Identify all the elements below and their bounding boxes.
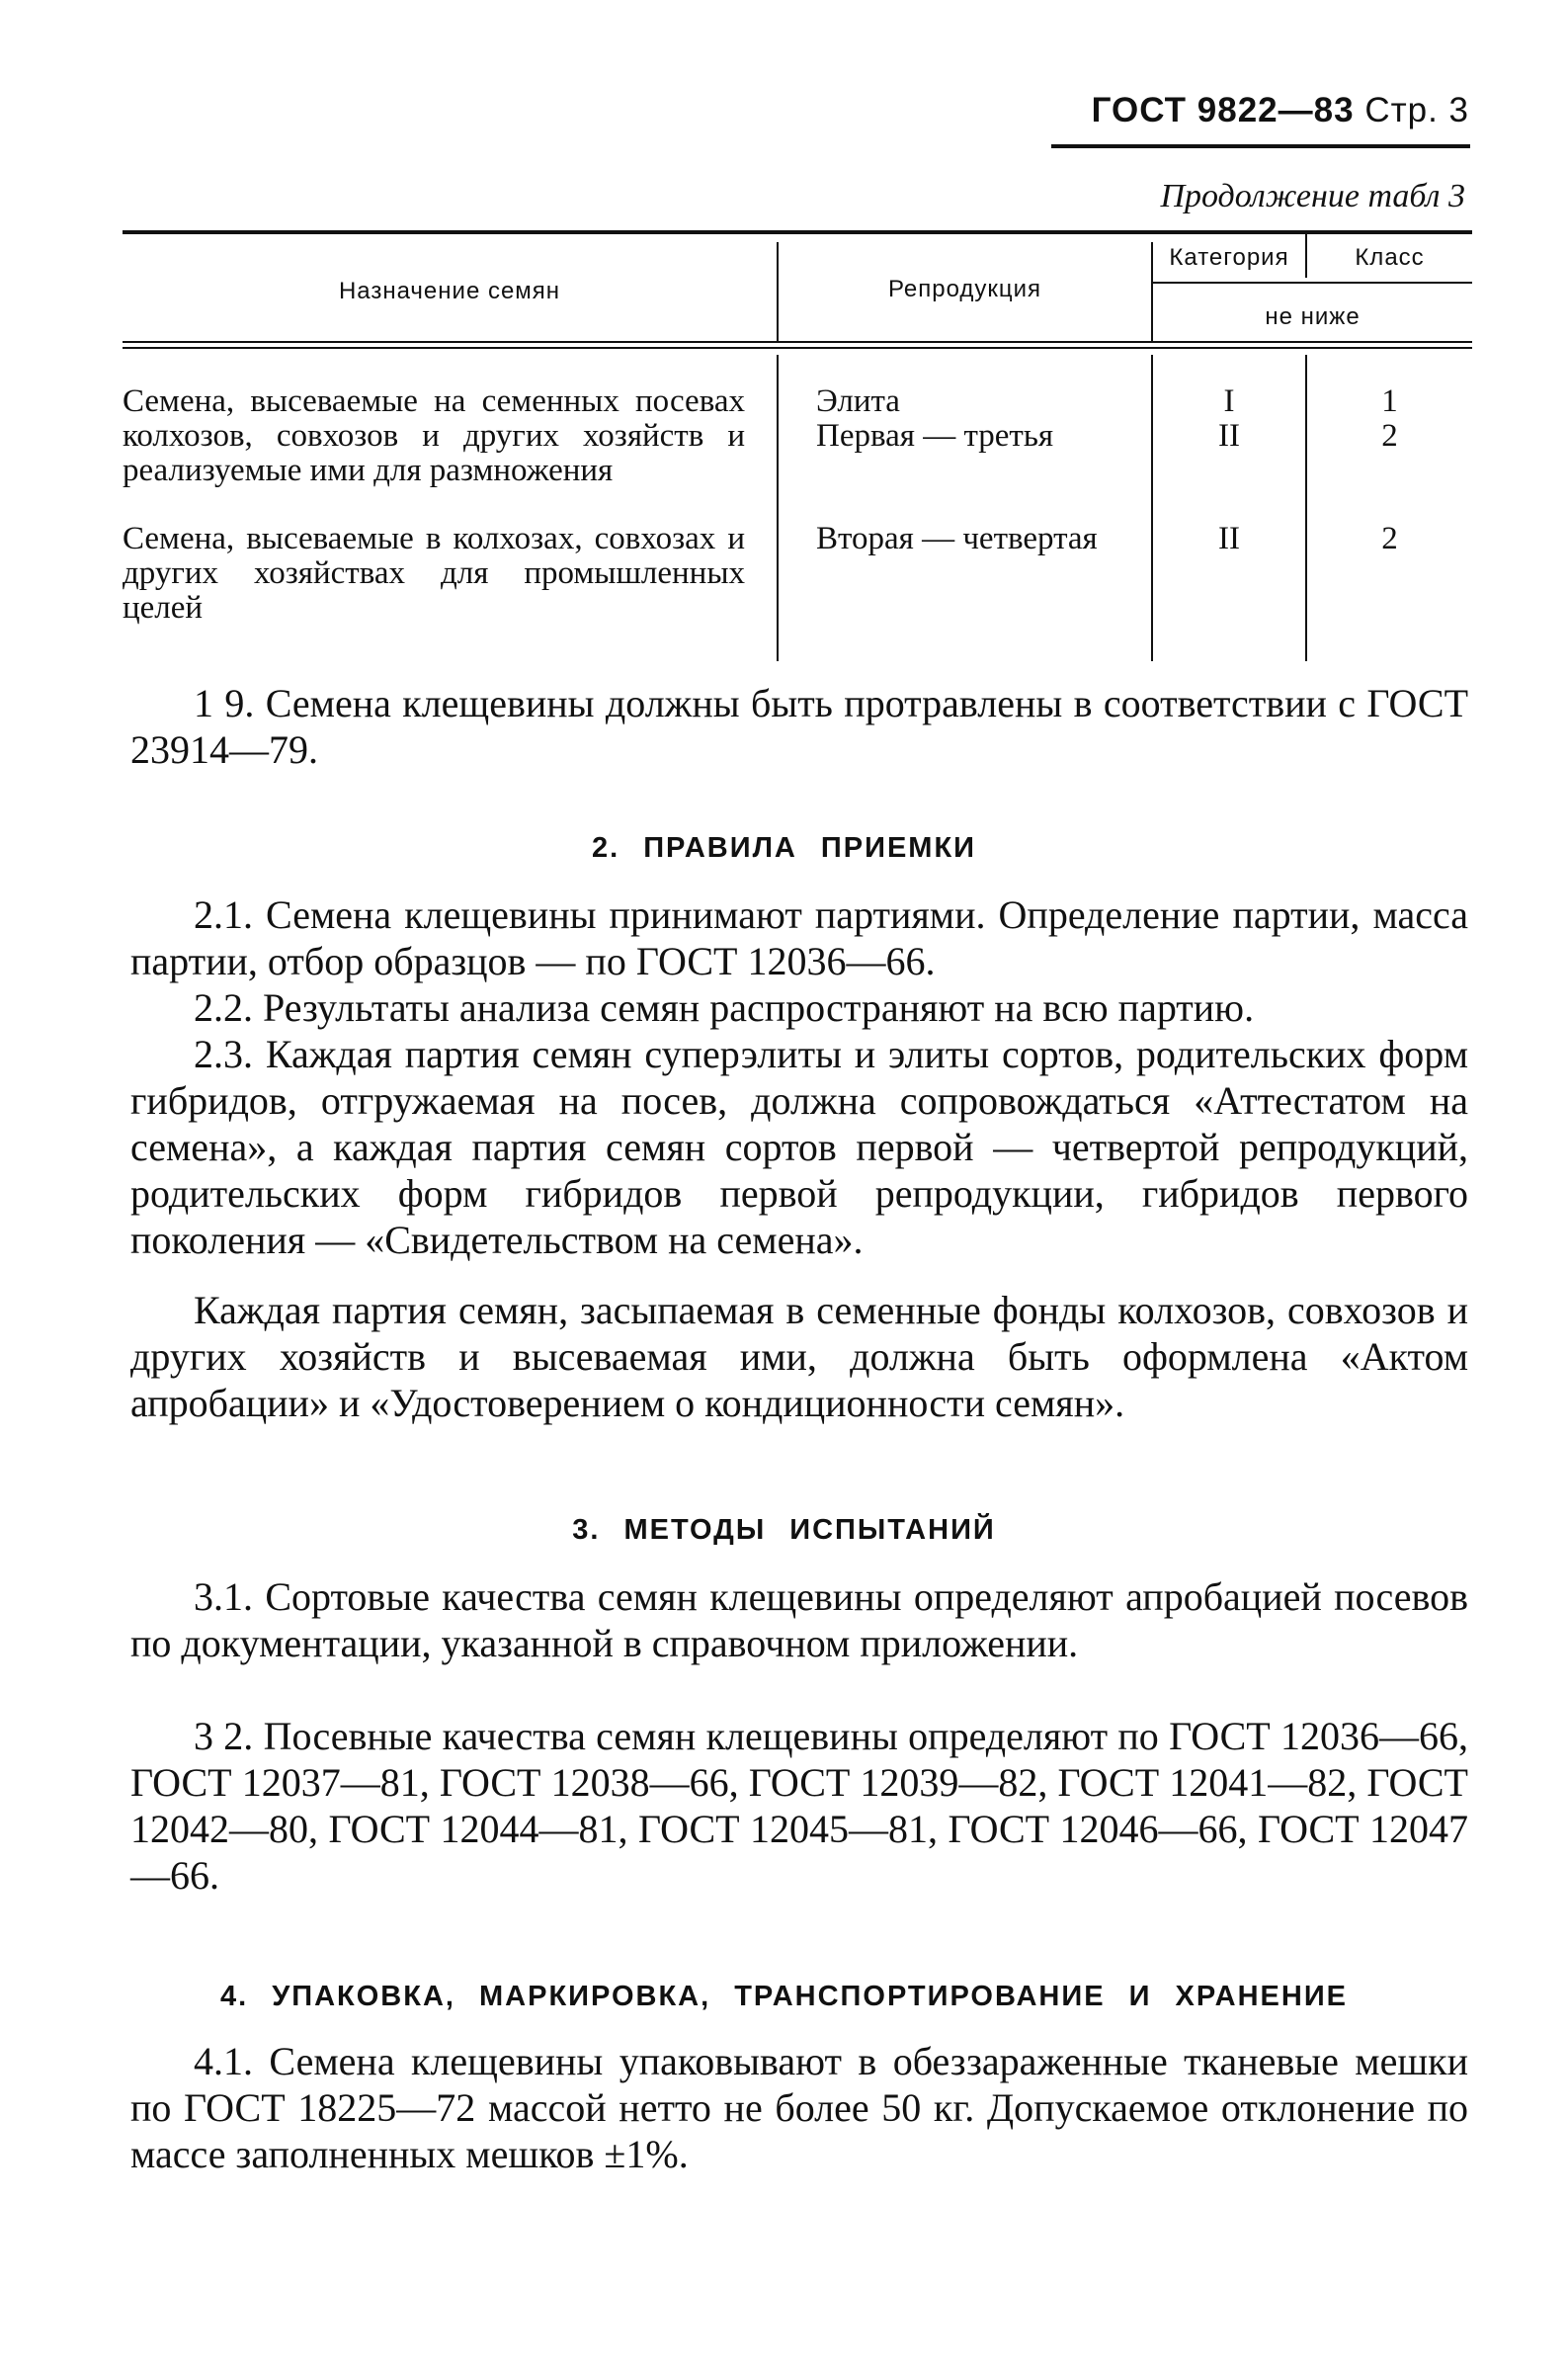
table-row-1-reproduction-1: Элита [816,383,900,419]
table-row-1-purpose: Семена, высеваемые на семенных посевах колхозов, совхозов и других хозяйств и реализуемые ими для размножения [123,383,745,488]
page-header [1092,91,1469,130]
table-row-2-category-1: II [1218,521,1240,556]
paragraph-4-1: 4.1. Семена клещевины упаковывают в обеззараженные тканевые мешки по ГОСТ 18225—72 массой нетто не более 50 кг. Допускаемое отклонение по массе заполненных мешков ±1%. [130,2039,1468,2176]
table-row-2-reproduction-1: Вторая — четвертая [816,521,1098,556]
table-continuation-label: Продолжение табл 3 [1160,178,1465,214]
paragraph-1-9: 1 9. Семена клещевины должны быть протравлены в соответствии с ГОСТ 23914—79. [130,681,1468,772]
table-row-1-class-1: 1 [1381,383,1398,419]
section-3-title: 3. МЕТОДЫ ИСПЫТАНИЙ [572,1514,996,1546]
section-2-title: 2. ПРАВИЛА ПРИЕМКИ [591,832,977,864]
column-header-category: Категория [1169,244,1289,271]
body-divider-1 [777,355,779,661]
column-header-purpose: Назначение семян [338,278,561,304]
paragraph-2-3: 2.3. Каждая партия семян суперэлиты и элиты сортов, родительских форм гибридов, отгружаемая на посев, должна сопровождаться «Аттестатом на семена», а каждая партия семян сортов первой — четвертой репродукций, родительских форм гибридов первой репродукции, гибридов первого поколения — «Свидетельством на семена». [130,1032,1468,1262]
table-row-1-category-2: II [1218,418,1240,454]
paragraph-3-1: 3.1. Сортовые качества семян клещевины определяют апробацией посевов по документации, указанной в справочном приложении. [130,1574,1468,1665]
header-rule [1051,144,1470,148]
header-rule-upper [123,341,1472,343]
paragraph-3-2: 3 2. Посевные качества семян клещевины определяют по ГОСТ 12036—66, ГОСТ 12037—81, ГОСТ 12038—66, ГОСТ 12039—82, ГОСТ 12041—82, ГОСТ 12042—80, ГОСТ 12044—81, ГОСТ 12045—81, ГОСТ 12046—66, ГОСТ 12047—66. [130,1714,1468,1898]
paragraph-2-1: 2.1. Семена клещевины принимают партиями. Определение партии, масса партии, отбор образцов — по ГОСТ 12036—66. [130,892,1468,983]
column-header-class: Класс [1355,244,1425,271]
category-class-rule [1151,282,1472,284]
column-header-not-lower: не ниже [1265,303,1361,330]
section-4-title: 4. УПАКОВКА, МАРКИРОВКА, ТРАНСПОРТИРОВАНИЕ И ХРАНЕНИЕ [219,1981,1349,2012]
table-row-2-purpose: Семена, высеваемые в колхозах, совхозах и других хозяйствах для промышленных целей [123,521,745,626]
paragraph-2-3-continued: Каждая партия семян, засыпаемая в семенные фонды колхозов, совхозов и других хозяйств и высеваемая ими, должна быть оформлена «Актом апробации» и «Удостоверением о кондиционности семян». [130,1288,1468,1425]
paragraph-2-2: 2.2. Результаты анализа семян распространяют на всю партию. [194,985,1255,1030]
table-row-1-reproduction-2: Первая — третья [816,418,1054,454]
table-row-2-class-1: 2 [1381,521,1398,556]
table-row-1-class-2: 2 [1381,418,1398,454]
table-top-rule [123,230,1472,234]
page-number: Стр. 3 [1364,91,1469,129]
table-row-1-category-1: I [1223,383,1235,419]
gost-number: ГОСТ 9822—83 [1091,91,1355,129]
header-rule-lower [123,347,1472,349]
column-header-reproduction: Репродукция [887,276,1042,302]
seed-table [123,230,1472,662]
